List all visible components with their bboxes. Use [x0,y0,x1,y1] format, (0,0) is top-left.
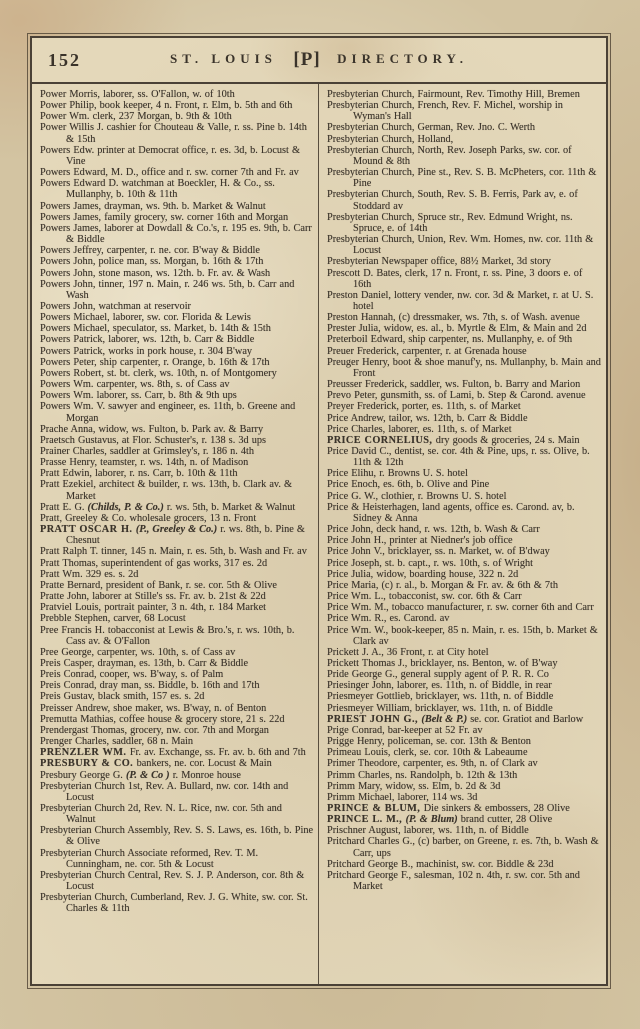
entry-segment: PRIEST JOHN G., [327,713,422,725]
directory-entry [327,814,602,825]
directory-entry: Preuer Frederick, carpenter, r. at Grenada house [327,345,527,357]
directory-entry: Pratt Ezekiel, architect & builder, r. ws. 13th, b. Clark av. & Market [40,479,293,502]
page-title-bracket: [P] [293,49,321,70]
directory-entry [327,435,602,446]
entry-segment: (Belt & P.) [421,713,468,725]
directory-entry: Presbyterian Newspaper office, 88½ Market, 3d story [327,256,551,268]
directory-entry: Pree Francis H. tobacconist at Lewis & Bro.'s, r. ws. 10th, b. Cass av. & O'Fallon [40,624,295,647]
page-number: 152 [48,49,81,70]
directory-entry: Powers John, tinner, 197 n. Main, r. 246 ws. 5th, b. Carr and Wash [40,278,295,301]
directory-entry: Presbyterian Church, Pine st., Rev. S. B. McPheters, cor. 11th & Pine [327,167,597,190]
entry-segment: PRESBURY & CO. [40,758,137,770]
directory-entry: Powers John, police man, ss. Morgan, b. 16th & 17th [40,256,264,268]
directory-entry: Presbyterian Church Associate reformed, Rev. T. M. Cunningham, ne. cor. 5th & Locust [40,847,259,870]
directory-entry: Primeau Louis, clerk, se. cor. 10th & Labeaume [327,747,528,759]
directory-entry: Prendergast Thomas, grocery, nw. cor. 7th and Morgan [40,724,269,736]
directory-entry: Prescott D. Bates, clerk, 17 n. Front, r. ss. Pine, 3 doors e. of 16th [327,267,583,290]
entry-segment: PRINCE & BLUM, [327,803,424,814]
directory-entry: Powers Wm. carpenter, ws. 8th, s. of Cass av [40,379,230,391]
directory-entry [40,747,314,758]
directory-column-right [319,84,606,984]
entry-segment: (Childs, P. & Co.) [87,501,164,513]
directory-entry: Price Wm. R., es. Carond. av [327,613,450,625]
directory-entry: Primm Charles, ns. Randolph, b. 12th & 13th [327,769,518,781]
entry-segment: se. cor. Gratiot and Barlow [467,713,584,725]
directory-entry: Powers Michael, speculator, ss. Market, b. 14th & 15th [40,323,271,335]
directory-entry: Presbyterian Church, Spruce str., Rev. Edmund Wright, ns. Spruce, e. of 14th [327,211,573,234]
directory-entry: Price Wm. W., book-keeper, 85 n. Main, r. es. 15th, b. Market & Clark av [327,624,598,647]
directory-entry: Prache Anna, widow, ws. Fulton, b. Park av. & Barry [40,423,264,435]
directory-entry: Primm Mary, widow, ss. Elm, b. 2d & 3d [327,780,501,792]
directory-entry [40,758,314,769]
directory-entry: Prebble Stephen, carver, 68 Locust [40,613,186,625]
entry-segment: (P. & Blum) [405,814,458,826]
directory-entry: Price Maria, (c) r. al., b. Morgan & Fr. av. & 6th & 7th [327,579,558,591]
directory-entry: Presbyterian Church, South, Rev. S. B. Ferris, Park av, e. of Stoddard av [327,189,578,212]
directory-entry: Presbyterian Church, Fairmount, Rev. Timothy Hill, Bremen [327,89,580,100]
directory-entry: Preston Daniel, lottery vender, nw. cor. 3d & Market, r. at U. S. hotel [327,289,594,312]
directory-entry: Powers Edward D. watchman at Boeckler, H. & Co., ss. Mullanphy, b. 10th & 11th [40,178,275,201]
directory-entry: Powers Jeffrey, carpenter, r. ne. cor. B'way & Biddle [40,245,260,257]
directory-entry: Primer Theodore, carpenter, es. 9th, n. of Clark av [327,758,538,770]
entry-segment: Die sinkers & embossers, 28 Olive [423,803,570,814]
entry-segment: PRATT OSCAR H. [40,524,136,536]
directory-entry: Powers Patrick, laborer, ws. 12th, b. Carr & Biddle [40,334,255,346]
directory-entry: Power Wm. clerk, 237 Morgan, b. 9th & 10th [40,111,232,123]
directory-entry: Price Elihu, r. Browns U. S. hotel [327,468,468,480]
directory-entry: Preyer Frederick, porter, es. 11th, s. of Market [327,401,521,413]
directory-entry: Price Andrew, tailor, ws. 12th, b. Carr & Biddle [327,412,528,424]
page-title [32,49,606,71]
directory-entry: Preis Casper, drayman, es. 13th, b. Carr & Biddle [40,657,249,669]
directory-entry: Price Enoch, es. 6th, b. Olive and Pine [327,479,490,491]
directory-entry: Price Julia, widow, boarding house, 322 n. 2d [327,568,519,580]
entry-segment: r. ws. 8th, b. Pine & Chesnut [66,524,305,547]
directory-entry: Prischner August, laborer, ws. 11th, n. of Biddle [327,825,529,837]
directory-entry: Price John V., bricklayer, ss. n. Market, w. of B'dway [327,546,550,558]
directory-entry: Powers Michael, laborer, sw. cor. Florida & Lewis [40,312,251,324]
directory-entry: Price Charles, laborer, es. 11th, s. of Market [327,423,512,435]
directory-entry: Preis Gustav, black smith, 157 es. s. 2d [40,691,205,703]
directory-entry: Powers John, stone mason, ws. 12th. b. Fr. av. & Wash [40,267,271,279]
directory-entry [40,524,314,546]
directory-column-left [32,84,319,984]
directory-entry: Price Joseph, st. b. capt., r. ws. 10th, s. of Wright [327,557,534,569]
entry-segment: Fr. av. Exchange, ss. Fr. av. b. 6th and 7th [129,747,306,759]
directory-entry: Pratt, Greeley & Co. wholesale grocers, 13 n. Front [40,512,257,524]
directory-entry: Powers James, family grocery, sw. corner 16th and Morgan [40,211,289,223]
directory-entry: Pratviel Louis, portrait painter, 3 n. 4th, r. 184 Market [40,602,266,614]
directory-entry: Presbyterian Church Assembly, Rev. S. S. Laws, es. 16th, b. Pine & Olive [40,825,314,848]
directory-entry: Prasse Henry, teamster, r. ws. 14th, n. of Madison [40,457,249,469]
entry-segment: r. ws. 5th, b. Market & Walnut [163,501,296,513]
directory-entry: Pratt Thomas, superintendent of gas works, 317 es. 2d [40,557,268,569]
directory-entry: Power Philip, book keeper, 4 n. Front, r. Elm, b. 5th and 6th [40,100,293,112]
directory-entry: Pratt Ralph T. tinner, 145 n. Main, r. es. 5th, b. Wash and Fr. av [40,546,307,558]
directory-entry: Price Wm. M., tobacco manufacturer, r. sw. corner 6th and Carr [327,602,594,614]
directory-entry: Price & Heisterhagen, land agents, office es. Carond. av, b. Sidney & Anna [327,501,575,524]
directory-entry: Presbyterian Church, Cumberland, Rev. J. G. White, sw. cor. St. Charles & 11th [40,892,308,915]
directory-entry: Prigge Henry, policeman, se. cor. 13th & Benton [327,736,531,748]
directory-entry: Powers James, laborer at Dowdall & Co.'s, r. 195 es. 9th, b. Carr & Biddle [40,222,312,246]
directory-entry: Powers Peter, ship carpenter, r. Orange, b. 16th & 17th [40,356,270,368]
entry-segment: PRINCE L. M., [327,814,406,826]
directory-entry: Pritchard George F., salesman, 102 n. 4th, r. sw. cor. 5th and Market [327,869,580,893]
directory-entry: Pritchard Charles G., (c) barber, on Greene, r. es. 7th, b. Wash & Carr, ups [327,836,599,859]
directory-entry: Preis Conrad, dray man, ss. Biddle, b. 16th and 17th [40,680,260,692]
directory-entry: Price John H., printer at Niedner's job office [327,535,513,547]
directory-entry: Presbyterian Church 2d, Rev. N. L. Rice, nw. cor. 5th and Walnut [40,803,282,826]
directory-entry: Preusser Frederick, saddler, ws. Fulton, b. Barry and Marion [327,379,581,391]
directory-entry: Price John, deck hand, r. ws. 12th, b. Wash & Carr [327,524,540,536]
entry-segment: Presbury George G. [40,769,126,781]
directory-entry: Presbyterian Church, French, Rev. F. Michel, worship in Wyman's Hall [327,100,563,123]
page-title-left: ST. LOUIS [170,51,277,66]
directory-entry: Presbyterian Church, Holland, [327,133,454,145]
directory-entry: Premutta Mathias, coffee house & grocery store, 21 s. 22d [40,713,285,725]
entry-segment: r. Monroe house [169,769,241,781]
directory-entry: Prester Julia, widow, es. al., b. Myrtle & Elm, & Main and 2d [327,323,587,335]
directory-entry: Power Morris, laborer, ss. O'Fallon, w. of 10th [40,89,235,100]
entry-segment: PRENZLER WM. [40,747,130,759]
directory-entry: Pree George, carpenter, ws. 10th, s. of Cass av [40,646,236,658]
directory-entry: Powers James, drayman, ws. 9th. b. Market & Walnut [40,200,266,212]
page-header [32,38,606,84]
directory-entry [40,502,314,513]
directory-entry: Price David C., dentist, se. cor. 4th & Pine, ups, r. ss. Olive, b. 11th & 12th [327,446,590,469]
directory-entry [40,770,314,781]
directory-entry: Presbyterian Church, Union, Rev. Wm. Homes, nw. cor. 11th & Locust [327,234,594,257]
directory-entry: Praetsch Gustavus, at Flor. Schuster's, r. 138 s. 3d ups [40,434,267,446]
directory-entry: Preterboil Edward, ship carpenter, ns. Mullanphy, e. of 9th [327,334,573,346]
directory-entry: Powers Patrick, works in pork house, r. 304 B'way [40,345,253,357]
directory-entry: Pride George G., general supply agent of P. R. R. Co [327,669,549,681]
entry-segment: (P., Greeley & Co.) [135,524,218,536]
directory-entry: Price Wm. L., tobacconist, sw. cor. 6th & Carr [327,591,522,603]
directory-entry: Powers Wm. V. sawyer and engineer, es. 11th, b. Greene and Morgan [40,401,296,424]
directory-entry: Pratte John, laborer at Stille's ss. Fr. av. b. 21st & 22d [40,591,266,603]
directory-entry: Prevo Peter, gunsmith, ss. of Lami, b. Step & Carond. avenue [327,390,586,402]
directory-columns [32,84,606,984]
directory-entry: Powers Edward, M. D., office and r. sw. corner 7th and Fr. av [40,167,299,179]
page-sheet [30,36,608,986]
directory-entry: Priesinger John, laborer, es. 11th, n. of Biddle, in rear [327,680,552,692]
directory-entry: Priesmeyer William, bricklayer, ws. 11th, n. of Biddle [327,702,553,714]
directory-entry: Primm Michael, laborer, 114 ws. 3d [327,791,478,803]
directory-entry: Priesmeyer Gottlieb, bricklayer, ws. 11th, n. of Biddle [327,691,554,703]
directory-entry: Pritchard George B., machinist, sw. cor. Biddle & 23d [327,858,554,870]
directory-entry: Prickett Thomas J., bricklayer, ns. Benton, w. of B'way [327,657,558,669]
entry-segment: PRICE CORNELIUS, [327,434,436,446]
directory-entry: Powers John, watchman at reservoir [40,300,191,312]
directory-entry: Pratte Bernard, president of Bank, r. se. cor. 5th & Olive [40,579,277,591]
entry-segment: brand cutter, 28 Olive [457,814,553,826]
directory-entry: Preston Hannah, (c) dressmaker, ws. 7th, s. of Wash. avenue [327,312,580,324]
directory-entry: Price G. W., clothier, r. Browns U. S. hotel [327,490,507,502]
directory-entry: Prige Conrad, bar-keeper at 52 Fr. av [327,724,483,736]
directory-entry: Powers Wm. laborer, ss. Carr, b. 8th & 9th ups [40,390,237,402]
page-title-right: DIRECTORY. [337,51,468,66]
directory-entry: Presbyterian Church 1st, Rev. A. Bullard, nw. cor. 14th and Locust [40,780,289,803]
directory-entry: Preis Conrad, cooper, ws. B'way, s. of Palm [40,669,224,681]
directory-entry: Prainer Charles, saddler at Grimsley's, r. 186 n. 4th [40,446,255,457]
entry-segment: Pratt E. G. [40,501,88,513]
directory-entry: Prenger Charles, saddler, 68 n. Main [40,736,194,748]
directory-entry: Power Willis J. cashier for Chouteau & Valle, r. ss. Pine b. 14th & 15th [40,122,307,145]
directory-entry: Pratt Edwin, laborer, r. ns. Carr, b. 10th & 11th [40,468,238,480]
entry-segment: (P. & Co ) [125,769,170,781]
entry-segment: bankers, ne. cor. Locust & Main [136,758,272,770]
directory-entry: Preisser Andrew, shoe maker, ws. B'way, n. of Benton [40,702,267,714]
entry-segment: dry goods & groceries, 24 s. Main [435,434,580,446]
directory-entry: Prickett J. A., 36 Front, r. at City hotel [327,646,489,658]
directory-entry: Presbyterian Church Central, Rev. S. J. P. Anderson, cor. 8th & Locust [40,869,305,893]
directory-entry: Presbyterian Church, North, Rev. Joseph Parks, sw. cor. of Mound & 8th [327,144,572,167]
directory-entry: Powers Edw. printer at Democrat office, r. es. 3d, b. Locust & Vine [40,144,300,167]
directory-entry: Preuger Henry, boot & shoe manuf'y, ns. Mullanphy, b. Main and Front [327,356,601,379]
directory-entry: Pratt Wm. 329 es. s. 2d [40,568,139,580]
directory-entry: Presbyterian Church, German, Rev. Jno. C. Werth [327,122,536,134]
directory-entry [327,714,602,725]
directory-entry: Powers Robert, st. bt. clerk, ws. 10th, n. of Montgomery [40,367,277,379]
directory-entry [327,803,602,814]
